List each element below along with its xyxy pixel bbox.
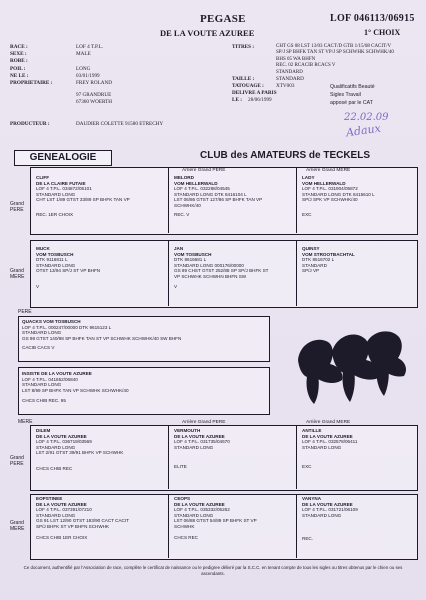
entry-line: EXC xyxy=(302,211,312,217)
side-grand-mere xyxy=(10,268,24,280)
info-label: POIL : xyxy=(10,65,26,72)
entry-line xyxy=(36,456,123,466)
entry-line: STANDARD LONG xyxy=(174,512,214,518)
entry-gp-paternal xyxy=(36,175,130,218)
entry-line: OTST 13/94 SP/J ST VP BHFN xyxy=(36,268,101,274)
dog-affix: DE LA VOUTE AZUREE xyxy=(160,28,255,38)
entry-line: STANDARD LONG 000176/00000 xyxy=(174,262,244,268)
entry-line: LOF 4 T.P.L. 031735/04670 xyxy=(174,439,230,445)
entry-line: DE LA VOUTE AZUREE xyxy=(302,433,353,439)
entry-line: EOPSTINEE xyxy=(36,496,63,501)
entry-line: MELORD xyxy=(174,175,194,180)
entry-line: VOM TOSBUSCH xyxy=(174,251,212,257)
entry-line: QUACKS VOM TOSBUSCH xyxy=(22,319,81,324)
side-pere: PERE xyxy=(18,309,32,315)
info-value: FREY ROLAND xyxy=(76,80,112,86)
header-agp-maternal: Arrière Grand PERE xyxy=(182,420,226,425)
stamp-date: 22.02.09 xyxy=(344,112,389,123)
entry-line: LOF 4 T.P.L. 031721/06109 xyxy=(302,507,358,513)
taille-value: STANDARD xyxy=(276,76,304,82)
tatouage-label: TATOUAGE : xyxy=(232,83,264,89)
entry-line: LADY xyxy=(302,175,315,180)
entry-line: VOM HELLERWALD xyxy=(302,180,346,186)
entry-gp-maternal xyxy=(36,428,123,472)
entry-line: STANDARD LONG xyxy=(36,512,76,518)
entry-line: STANDARD LONG xyxy=(36,191,76,197)
entry-line: EXC xyxy=(302,464,312,470)
entry-line: STANDARD LONG xyxy=(36,444,76,450)
entry-line: LOF 4 T.P.L. 037391/07210 xyxy=(36,507,92,513)
entry-line: DTK 9116811 L xyxy=(36,257,68,263)
entry-line: JAN xyxy=(174,246,184,251)
entry-gm-paternal xyxy=(36,246,100,290)
footer-note: Ce document, authentifié par l'Association de race, complète le certificat de naissance ou le pedigree délivré par la S.C.C. en tenant compte de tous les sigles ou titres obtenus par le chien ou ses ascendants. xyxy=(23,565,403,576)
entry-line xyxy=(302,450,357,464)
owner-city: 67360 WOERTH xyxy=(76,99,113,106)
entry-line: LST 8/99 SP BHFK TAN VP SCHWHK SCHWHK/40 xyxy=(22,387,129,393)
entry-agp1-maternal xyxy=(174,428,230,470)
entry-mere xyxy=(22,371,129,404)
info-label: PROPRIETAIRE : xyxy=(10,80,53,87)
entry-line: STANDARD LONG xyxy=(302,512,342,518)
entry-line: GS 98 GTST 140/98 SP BHFK TAN ST VP SCHWHK SCHWHK/40 SW BHFN xyxy=(22,335,182,341)
lof-number: LOF 046113/06915 xyxy=(330,13,415,24)
entry-line: LST 06/88 GTST 54/89 SP BHFK ST VP xyxy=(174,518,257,524)
entry-line: CHCS REC xyxy=(174,534,198,540)
titres-lines xyxy=(276,44,394,76)
side-label: Grand xyxy=(10,201,24,207)
entry-line: DE LA VOUTE AZUREE xyxy=(174,433,225,439)
entry-line: STANDARD xyxy=(302,262,327,268)
entry-line: DE LA CLAIRE FUTAIE xyxy=(36,180,86,186)
entry-line: VOM HELLERWALD xyxy=(174,180,218,186)
divider xyxy=(168,425,169,489)
qualif-line: apposé par le CAT xyxy=(330,100,373,106)
side-label: PERE xyxy=(10,461,24,467)
info-label: RACE : xyxy=(10,44,28,50)
entry-agm2-maternal xyxy=(302,496,358,542)
entry-agp2-paternal xyxy=(174,246,268,289)
entry-line: STANDARD LONG xyxy=(22,330,62,336)
entry-gm-maternal xyxy=(36,496,129,540)
side-label: Grand xyxy=(10,520,24,526)
side-grand-pere xyxy=(10,201,24,213)
entry-line: STANDARD LONG DTK 8415610 L xyxy=(302,191,375,197)
side-label: MERE xyxy=(10,526,25,532)
divider xyxy=(168,167,169,233)
side-label: MERE xyxy=(10,274,25,280)
titre-line: CHT GS 08 LST 13/03 CACT/D GTB 1/15/08 CACIT/V xyxy=(276,44,392,49)
entry-line: REC. V xyxy=(174,211,190,217)
entry-line: MUCK xyxy=(36,246,50,251)
entry-line: LOF 4 T.P.L. 041652/06840 xyxy=(22,376,78,382)
entry-line: GS 89 CHST GTST 252/88 SP SP/J BHFK ST xyxy=(174,268,269,274)
entry-line: SCHWHK xyxy=(174,523,195,529)
side-label: Grand xyxy=(10,455,24,461)
divider xyxy=(168,494,169,558)
producteur-label: PRODUCTEUR : xyxy=(10,121,50,127)
titre-line: BHS 05 WA BHFN xyxy=(276,56,316,62)
entry-line: DE LA VOUTE AZUREE xyxy=(302,501,353,507)
header-agp: Arrière Grand PERE xyxy=(182,168,226,173)
club-heading: CLUB des AMATEURS de TECKELS xyxy=(200,150,371,161)
titre-line: STANDARD xyxy=(276,69,303,75)
entry-line: GS 91 LST 12/90 GTST 183/90 CACT CACIT xyxy=(36,518,129,524)
entry-line: V xyxy=(174,283,178,289)
choix-label: 1° CHOIX xyxy=(364,28,401,37)
info-value: LONG xyxy=(76,65,91,72)
divider xyxy=(296,167,297,233)
genealogie-heading: GENEALOGIE xyxy=(14,150,112,166)
entry-line: LST 06/86 GTST 127/86 SP BHFK TAN VP xyxy=(174,197,263,203)
entry-line: LOF 4 T.P.L. 031904/05872 xyxy=(302,186,358,192)
entry-line: STANDARD LONG xyxy=(174,444,214,450)
entry-line: VOM STROOTBACHTAL xyxy=(302,251,355,257)
stamp-signature: Adaux xyxy=(345,121,382,140)
entry-line: VP SCHWHK SCHWHN BHFN SW xyxy=(174,273,247,279)
header-agm-maternal: Arrière Grand MERE xyxy=(306,420,351,425)
entry-line xyxy=(302,518,358,536)
entry-line: DE LA VOUTE AZUREE xyxy=(174,501,225,507)
producteur-value: DAUDIER COLETTE 91580 ETRECHY xyxy=(76,121,164,127)
dog-name: PEGASE xyxy=(200,13,246,25)
entry-line: REC. xyxy=(302,536,313,542)
entry-line: STANDARD LONG xyxy=(302,444,342,450)
divider xyxy=(296,494,297,558)
entry-line: SP/J BHFK ST VP BHFN SCHWHK xyxy=(36,523,110,529)
le-label: LE : xyxy=(232,97,242,103)
entry-line xyxy=(174,450,230,464)
entry-line: INSISTE DE LA VOUTE AZUREE xyxy=(22,371,92,376)
entry-agp1-paternal xyxy=(174,175,262,217)
entry-agm1-maternal xyxy=(302,428,357,470)
entry-agm2-paternal xyxy=(302,246,355,274)
info-value xyxy=(76,58,112,65)
side-grand-mere-maternal xyxy=(10,520,24,532)
side-grand-pere-maternal xyxy=(10,455,24,467)
entry-line: SP/J VP xyxy=(302,268,320,274)
qualif-line: Sigles Travail xyxy=(330,92,361,98)
titre-line: SP/J SP BHFK TAN ST VP/J SP SCHWHK SCHWHK/40 xyxy=(276,50,394,56)
entry-line: LOF 4 T.P.L. 035332/05262 xyxy=(174,507,230,513)
entry-line: CEOPS xyxy=(174,496,191,501)
entry-line: REC. 1ER CHOIX xyxy=(36,211,74,217)
delivre-label: DELIVRE A PARIS xyxy=(232,90,277,96)
entry-line: CHCS CHIB REC xyxy=(36,465,73,471)
entry-line: CLIFF xyxy=(36,175,50,180)
entry-line: CHCS CHIB 1ER CHOIX xyxy=(36,534,88,540)
divider xyxy=(168,240,169,306)
entry-line: SP/J SPK VP SCHWHK/40 xyxy=(302,197,358,203)
divider xyxy=(296,240,297,306)
entry-line: LOF 4 T.P.L. 032288/04545 xyxy=(174,186,230,192)
info-value: LOF 4 T.P.L. xyxy=(76,44,104,50)
info-labels xyxy=(10,44,52,87)
entry-line: LOF 4 T.P.L. 034872/05101 xyxy=(36,186,92,192)
entry-line: VERMOUTH xyxy=(174,428,201,433)
divider xyxy=(296,425,297,489)
tatouage-value: XTV003 xyxy=(276,83,295,89)
entry-agp2-maternal xyxy=(174,496,257,540)
entry-line: CHCS CHIB REC. 95 xyxy=(22,398,66,404)
entry-line: LOF 4 T.P.L. 000247/00000 DTK 9615123 L xyxy=(22,324,112,330)
owner-address: 97 GRANDRUE xyxy=(76,92,112,99)
header-agm: Arrière Grand MERE xyxy=(306,168,351,173)
entry-line: QUINSY xyxy=(302,246,320,251)
entry-line xyxy=(302,203,375,212)
entry-line: ELITE xyxy=(174,464,187,470)
entry-agm1-paternal xyxy=(302,175,375,218)
dachshund-heads-illustration xyxy=(290,320,410,408)
entry-line: STANDARD LONG DTK 8416104 L xyxy=(174,191,247,197)
entry-line: VANYNA xyxy=(302,496,322,501)
entry-line: DTK 8516702 L xyxy=(302,257,335,263)
entry-line: V xyxy=(36,283,40,289)
entry-line: DTK 8616681 L xyxy=(174,257,207,263)
entry-line: CHT LST 1/89 GTST 33/89 SP BHFK TAN VP xyxy=(36,197,130,203)
entry-pere xyxy=(22,319,181,351)
entry-line: VOM TOSBUSCH xyxy=(36,251,74,257)
entry-line: SCHWHK/40 xyxy=(174,202,201,208)
info-label: ROBE : xyxy=(10,58,28,65)
titre-line: REC. 02 RCACIB RCACS V xyxy=(276,63,336,69)
qualif-line: Qualificatifs Beauté xyxy=(330,84,375,90)
qualif-block xyxy=(330,83,375,107)
entry-line: STANDARD LONG xyxy=(36,262,76,268)
info-values xyxy=(76,44,112,107)
info-value: MALE xyxy=(76,51,91,58)
entry-line: LST 2/91 GTST 39/91 BHFK VP SCHWHK xyxy=(36,450,124,456)
entry-line: DILEM xyxy=(36,428,51,433)
side-label: PERE xyxy=(10,207,24,213)
entry-line xyxy=(36,274,100,284)
entry-line: STANDARD LONG xyxy=(22,382,62,388)
entry-line: DE LA VOUTE AZUREE xyxy=(36,433,87,439)
taille-label: TAILLE : xyxy=(232,76,255,82)
entry-line: LOF 4 T.P.L. 032578/06411 xyxy=(302,439,358,445)
entry-line: ANTILLE xyxy=(302,428,322,433)
side-label: Grand xyxy=(10,268,24,274)
info-value: 03/01/1999 xyxy=(76,72,100,79)
info-label: NE LE : xyxy=(10,72,29,79)
info-label: SEXE : xyxy=(10,51,27,58)
le-value: 28/06/1999 xyxy=(248,97,272,103)
entry-line xyxy=(36,203,130,212)
entry-line: LOF 4 T.P.L. 036719/03569 xyxy=(36,439,92,445)
side-mere: MERE xyxy=(18,419,33,425)
titres-label: TITRES : xyxy=(232,44,255,50)
entry-line: DE LA VOUTE AZUREE xyxy=(36,501,87,507)
entry-line: CACIB CACS V xyxy=(22,345,55,351)
